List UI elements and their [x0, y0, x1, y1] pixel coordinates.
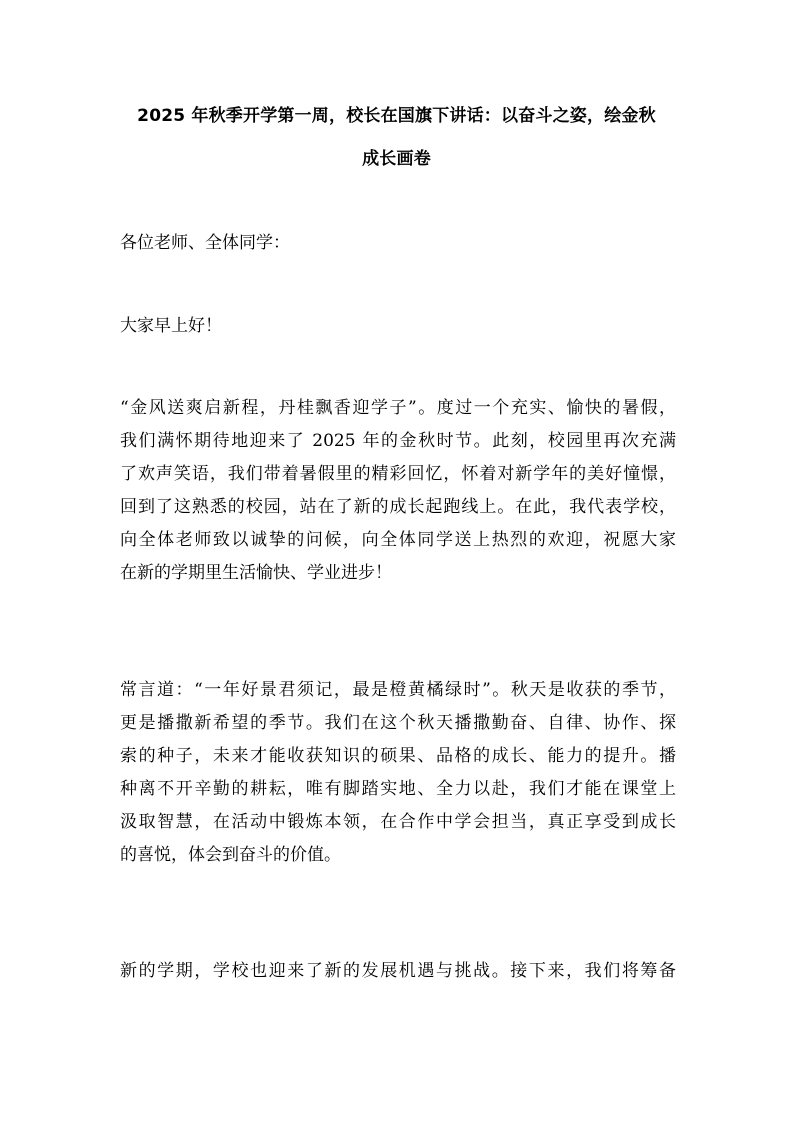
paragraph-1 [120, 392, 676, 590]
paragraph-line: 了欢声笑语，我们带着暑假里的精彩回忆，怀着对新学年的美好憧憬， [120, 464, 676, 484]
paragraph-line: 回到了这熟悉的校园，站在了新的成长起跑线上。在此，我代表学校， [120, 497, 676, 517]
salutation-text: 各位老师、全体同学： [120, 233, 290, 253]
paragraph-3 [120, 955, 676, 988]
paragraph-line: 索的种子，未来才能收获知识的硕果、品格的成长、能力的提升。播 [120, 746, 676, 766]
paragraph-line: 新的学期，学校也迎来了新的发展机遇与挑战。接下来，我们将筹备 [120, 961, 676, 981]
salutation [120, 227, 676, 260]
paragraph-line: 我们满怀期待地迎来了 2025 年的金秋时节。此刻，校园里再次充满 [120, 431, 676, 451]
greeting-text: 大家早上好！ [120, 316, 222, 336]
document-title-line-2: 成长画卷 [362, 149, 431, 169]
paragraph-line: 在新的学期里生活愉快、学业进步！ [120, 563, 392, 583]
paragraph-line: 更是播撒新希望的季节。我们在这个秋天播撒勤奋、自律、协作、探 [120, 713, 676, 733]
paragraph-line: “金风送爽启新程，丹桂飘香迎学子”。度过一个充实、愉快的暑假， [120, 398, 676, 418]
document-title-line-1: 2025 年秋季开学第一周，校长在国旗下讲话：以奋斗之姿，绘金秋 [137, 106, 656, 126]
paragraph-line: 种离不开辛勤的耕耘，唯有脚踏实地、全力以赴，我们才能在课堂上 [120, 779, 676, 799]
paragraph-line: 汲取智慧，在活动中锻炼本领，在合作中学会担当，真正享受到成长 [120, 812, 676, 832]
paragraph-2 [120, 674, 676, 872]
paragraph-line: 常言道：“一年好景君须记，最是橙黄橘绿时”。秋天是收获的季节， [120, 680, 676, 700]
paragraph-line: 向全体老师致以诚挚的问候，向全体同学送上热烈的欢迎，祝愿大家 [120, 530, 676, 550]
paragraph-line: 的喜悦，体会到奋斗的价值。 [120, 845, 341, 865]
greeting [120, 310, 676, 343]
